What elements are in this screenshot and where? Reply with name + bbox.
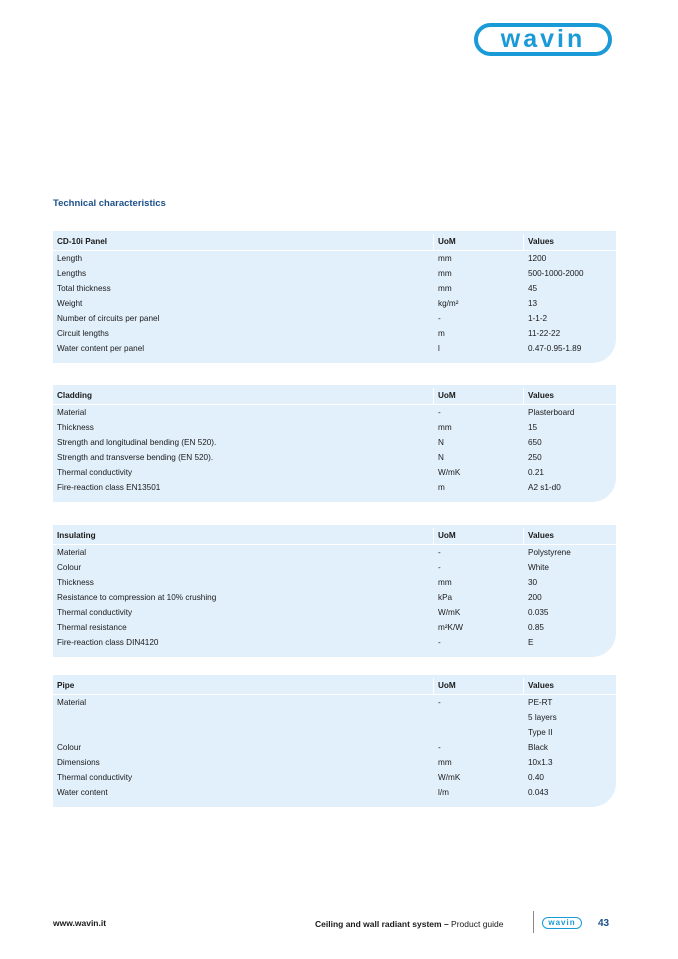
footer-website-link[interactable]: www.wavin.it <box>53 918 107 928</box>
property-cell: Material <box>57 548 87 557</box>
uom-cell: - <box>438 743 441 752</box>
table-row <box>53 465 616 480</box>
value-cell: 30 <box>528 578 538 587</box>
value-cell: 0.043 <box>528 788 549 797</box>
property-cell: Weight <box>57 299 83 308</box>
property-cell: Thermal conductivity <box>57 773 133 782</box>
pipe-spec-table <box>53 675 616 807</box>
property-cell: Thermal conductivity <box>57 468 133 477</box>
value-cell: A2 s1-d0 <box>528 483 561 492</box>
table-row <box>53 405 616 420</box>
table-row <box>53 575 616 590</box>
value-cell: 500-1000-2000 <box>528 269 584 278</box>
uom-cell: - <box>438 638 441 647</box>
value-cell: 0.47-0.95-1.89 <box>528 344 582 353</box>
value-cell: Values <box>528 391 554 400</box>
value-cell: 45 <box>528 284 538 293</box>
property-cell: Strength and transverse bending (EN 520). <box>57 453 214 462</box>
uom-cell: kg/m² <box>438 299 459 308</box>
value-cell: 250 <box>528 453 542 462</box>
uom-cell: - <box>438 563 441 572</box>
footer-title-bold: Ceiling and wall radiant system – <box>315 919 449 929</box>
uom-cell: mm <box>438 269 452 278</box>
value-cell: 5 layers <box>528 713 557 722</box>
insulating-spec-table <box>53 525 616 657</box>
property-cell: Number of circuits per panel <box>57 314 160 323</box>
property-cell: Material <box>57 698 87 707</box>
table-row <box>53 420 616 435</box>
table-row <box>53 266 616 281</box>
table-row <box>53 710 616 725</box>
property-cell: Circuit lengths <box>57 329 109 338</box>
property-cell: Dimensions <box>57 758 100 767</box>
uom-cell: mm <box>438 758 452 767</box>
value-cell: Polystyrene <box>528 548 571 557</box>
footer-title-rest: Product guide <box>448 919 504 929</box>
property-cell: Colour <box>57 743 82 752</box>
uom-cell: kPa <box>438 593 453 602</box>
property-cell: Water content per panel <box>57 344 145 353</box>
uom-cell: N <box>438 438 444 447</box>
property-cell: Material <box>57 408 87 417</box>
footer-divider <box>533 911 534 933</box>
property-cell: Insulating <box>57 531 96 540</box>
uom-cell: - <box>438 314 441 323</box>
value-cell: PE-RT <box>528 698 553 707</box>
table-row <box>53 296 616 311</box>
uom-cell: m²K/W <box>438 623 464 632</box>
value-cell: Values <box>528 237 554 246</box>
value-cell: E <box>528 638 534 647</box>
table-row <box>53 635 616 650</box>
uom-cell: UoM <box>438 237 456 246</box>
uom-cell: - <box>438 548 441 557</box>
value-cell: 0.035 <box>528 608 549 617</box>
value-cell: Values <box>528 681 554 690</box>
uom-cell: - <box>438 698 441 707</box>
table-row <box>53 560 616 575</box>
table-row <box>53 326 616 341</box>
property-cell: Thickness <box>57 578 94 587</box>
cladding-spec-table <box>53 385 616 502</box>
uom-cell: mm <box>438 423 452 432</box>
value-cell: White <box>528 563 549 572</box>
value-cell: Type II <box>528 728 553 737</box>
table-row <box>53 605 616 620</box>
property-cell: Thickness <box>57 423 94 432</box>
footer-document-title <box>315 919 504 929</box>
table-row <box>53 725 616 740</box>
table-row <box>53 435 616 450</box>
uom-cell: mm <box>438 254 452 263</box>
property-cell: Resistance to compression at 10% crushing <box>57 593 217 602</box>
property-cell: Total thickness <box>57 284 111 293</box>
value-cell: 200 <box>528 593 542 602</box>
property-cell: Pipe <box>57 681 75 690</box>
uom-cell: l/m <box>438 788 449 797</box>
uom-cell: UoM <box>438 531 456 540</box>
table-row <box>53 480 616 495</box>
panel-spec-table <box>53 231 616 363</box>
table-row <box>53 755 616 770</box>
table-row <box>53 341 616 356</box>
uom-cell: UoM <box>438 391 456 400</box>
property-cell: Thermal resistance <box>57 623 127 632</box>
uom-cell: - <box>438 408 441 417</box>
uom-cell: m <box>438 329 445 338</box>
table-row <box>53 311 616 326</box>
table-row <box>53 785 616 800</box>
table-row <box>53 450 616 465</box>
table-row <box>53 770 616 785</box>
uom-cell: UoM <box>438 681 456 690</box>
uom-cell: mm <box>438 284 452 293</box>
uom-cell: N <box>438 453 444 462</box>
property-cell: CD-10i Panel <box>57 237 108 246</box>
table-header-row <box>53 388 616 405</box>
value-cell: Plasterboard <box>528 408 575 417</box>
uom-cell: m <box>438 483 445 492</box>
table-row <box>53 251 616 266</box>
value-cell: 0.85 <box>528 623 544 632</box>
property-cell: Lengths <box>57 269 87 278</box>
property-cell: Fire-reaction class DIN4120 <box>57 638 159 647</box>
property-cell: Length <box>57 254 83 263</box>
table-row <box>53 281 616 296</box>
value-cell: Black <box>528 743 549 752</box>
uom-cell: W/mK <box>438 468 461 477</box>
value-cell: 1200 <box>528 254 547 263</box>
table-header-row <box>53 528 616 545</box>
value-cell: 0.21 <box>528 468 544 477</box>
property-cell: Fire-reaction class EN13501 <box>57 483 161 492</box>
value-cell: 10x1.3 <box>528 758 553 767</box>
property-cell: Thermal conductivity <box>57 608 133 617</box>
table-header-row <box>53 678 616 695</box>
table-row <box>53 695 616 710</box>
property-cell: Cladding <box>57 391 93 400</box>
wavin-logo: wavin <box>474 23 612 56</box>
uom-cell: l <box>438 344 440 353</box>
table-row <box>53 590 616 605</box>
value-cell: 0.40 <box>528 773 544 782</box>
table-row <box>53 545 616 560</box>
uom-cell: mm <box>438 578 452 587</box>
property-cell: Colour <box>57 563 82 572</box>
table-row <box>53 620 616 635</box>
section-title: Technical characteristics <box>53 198 166 209</box>
property-cell: Strength and longitudinal bending (EN 520). <box>57 438 217 447</box>
table-row <box>53 740 616 755</box>
page-number: 43 <box>598 918 610 929</box>
uom-cell: W/mK <box>438 608 461 617</box>
value-cell: 15 <box>528 423 538 432</box>
value-cell: 11-22-22 <box>528 329 561 338</box>
value-cell: Values <box>528 531 554 540</box>
table-header-row <box>53 234 616 251</box>
uom-cell: W/mK <box>438 773 461 782</box>
property-cell: Water content <box>57 788 108 797</box>
value-cell: 1-1-2 <box>528 314 548 323</box>
footer-wavin-logo: wavin <box>542 917 582 929</box>
value-cell: 650 <box>528 438 542 447</box>
value-cell: 13 <box>528 299 538 308</box>
